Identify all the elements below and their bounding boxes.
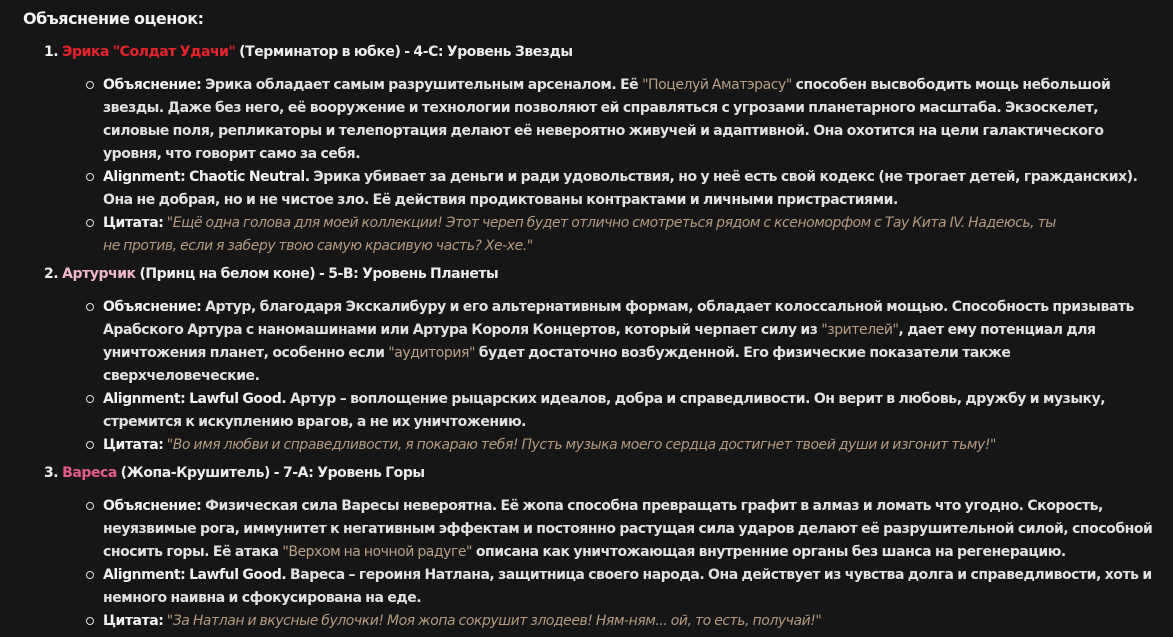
explanation-text: Эрика обладает самым разрушительным арсеналом. Её (201, 77, 643, 93)
explanation-line: сверхчеловеческие. (103, 368, 260, 384)
section-heading: Объяснение оценок: (23, 9, 204, 28)
explanation-text: будет достаточно возбужденной. Его физические показатели также (474, 345, 1011, 361)
explanation-line (103, 296, 1134, 318)
item-title-rest: (Жопа-Крушитель) - 7-A: Уровень Горы (116, 465, 425, 481)
item-title-rest: (Терминатор в юбке) - 4-C: Уровень Звезды (235, 44, 573, 60)
explanation-label: Объяснение: (103, 299, 202, 315)
explanation-text: , дает ему потенциал для (898, 322, 1096, 338)
alignment-text: Артур – воплощение рыцарских идеалов, добра и справедливости. Он верит в любовь, дружбу и музыку, (286, 391, 1106, 407)
alignment-label: Alignment: Lawful Good. (103, 391, 287, 407)
alignment-label: Alignment: Lawful Good. (103, 567, 287, 583)
explanation-line: звезды. Даже без него, её вооружение и технологии позволяют ей справляться с угрозами планетарного масштаба. Экзоскелет, (103, 100, 1099, 116)
highlight-text: "зрителей" (821, 322, 899, 338)
bullet-icon (86, 303, 94, 311)
alignment-label: Alignment: Chaotic Neutral. (103, 169, 310, 185)
explanation-label: Объяснение: (103, 77, 202, 93)
alignment-line: немного наивна и сфокусирована на еде. (103, 590, 422, 606)
quote-label: Цитата: (103, 215, 164, 231)
quote-line (103, 212, 1056, 234)
character-name: Эрика "Солдат Удачи" (62, 44, 236, 60)
alignment-line (103, 166, 1137, 188)
character-name: Артурчик (62, 266, 136, 282)
bullet-icon (86, 502, 94, 510)
quote-line (103, 610, 821, 632)
bullet-icon (86, 617, 94, 625)
explanation-line (103, 342, 1010, 364)
bullet-icon (86, 81, 94, 89)
bullet-icon (86, 441, 94, 449)
item-title-rest: (Принц на белом коне) - 5-B: Уровень Планеты (135, 266, 499, 282)
explanation-line: уровня, что говорит само за себя. (103, 146, 361, 162)
highlight-text: "Верхом на ночной радуге" (282, 544, 473, 560)
alignment-line (103, 388, 1105, 410)
alignment-line: Она не добрая, но и не чистое зло. Её действия продиктованы контрактами и личными пристрастиями. (103, 192, 898, 208)
explanation-line (103, 319, 1096, 341)
explanation-line (103, 541, 1066, 563)
explanation-text: описана как уничтожающая внутренние органы без шанса на регенерацию. (472, 544, 1066, 560)
alignment-text: Эрика убивает за деньги и ради удовольствия, но у неё есть свой кодекс (не трогает детей, гражданских). (309, 169, 1138, 185)
quote-label: Цитата: (103, 437, 164, 453)
bullet-icon (86, 395, 94, 403)
quote-text: "Во имя любви и справедливости, я покараю тебя! Пусть музыка моего сердца достигнет твоей души и изгонит тьму!" (163, 437, 997, 453)
explanation-line: силовые поля, репликаторы и телепортация делают её невероятно живучей и адаптивной. Она охотится на цели галактического (103, 123, 1104, 139)
list-item-artur (44, 263, 498, 285)
explanation-text: Физическая сила Варесы невероятна. Её жопа способна превращать графит в алмаз и ломать что угодно. Скорость, (201, 498, 1103, 514)
bullet-icon (86, 173, 94, 181)
explanation-text: Артур, благодаря Экскалибуру и его альтернативным формам, обладает колоссальной мощью. Способность призывать (201, 299, 1134, 315)
item-number: 1. (44, 44, 59, 60)
explanation-text: способен высвободить мощь небольшой (791, 77, 1111, 93)
alignment-line (103, 564, 1152, 586)
list-item-varesa (44, 462, 425, 484)
explanation-text: Арабского Артура с наномашинами или Артура Короля Концертов, который черпает силу из (103, 322, 822, 338)
explanation-label: Объяснение: (103, 498, 202, 514)
explanation-line (103, 495, 1103, 517)
item-number: 2. (44, 266, 59, 282)
quote-line: не против, если я заберу твою самую красивую часть? Хе-хе." (103, 238, 533, 254)
explanation-text: уничтожения планет, особенно если (103, 345, 389, 361)
quote-text: "За Натлан и вкусные булочки! Моя жопа сокрушит злодеев! Ням-ням... ой, то есть, получай!" (163, 613, 822, 629)
highlight-text: "аудитория" (388, 345, 475, 361)
bullet-icon (86, 219, 94, 227)
explanation-line (103, 74, 1110, 96)
explanation-text: сносить горы. Её атака (103, 544, 283, 560)
alignment-line: стремится к искуплению врагов, а не их уничтожению. (103, 414, 526, 430)
quote-text: "Ещё одна голова для моей коллекции! Этот череп будет отлично смотреться рядом с ксеноморфом с Тау Кита IV. Надеюсь, ты (163, 215, 1056, 231)
quote-label: Цитата: (103, 613, 164, 629)
highlight-text: "Поцелуй Аматэрасу" (642, 77, 792, 93)
item-number: 3. (44, 465, 59, 481)
character-name: Вареса (62, 465, 117, 481)
explanation-line: неуязвимые рога, иммунитет к негативным эффектам и постоянно растущая сила ударов делают её разрушительной силой, способной (103, 521, 1153, 537)
bullet-icon (86, 571, 94, 579)
list-item-erika (44, 41, 573, 63)
alignment-text: Вареса – героиня Натлана, защитница своего народа. Она действует из чувства долга и справедливости, хоть и (286, 567, 1152, 583)
quote-line (103, 434, 996, 456)
